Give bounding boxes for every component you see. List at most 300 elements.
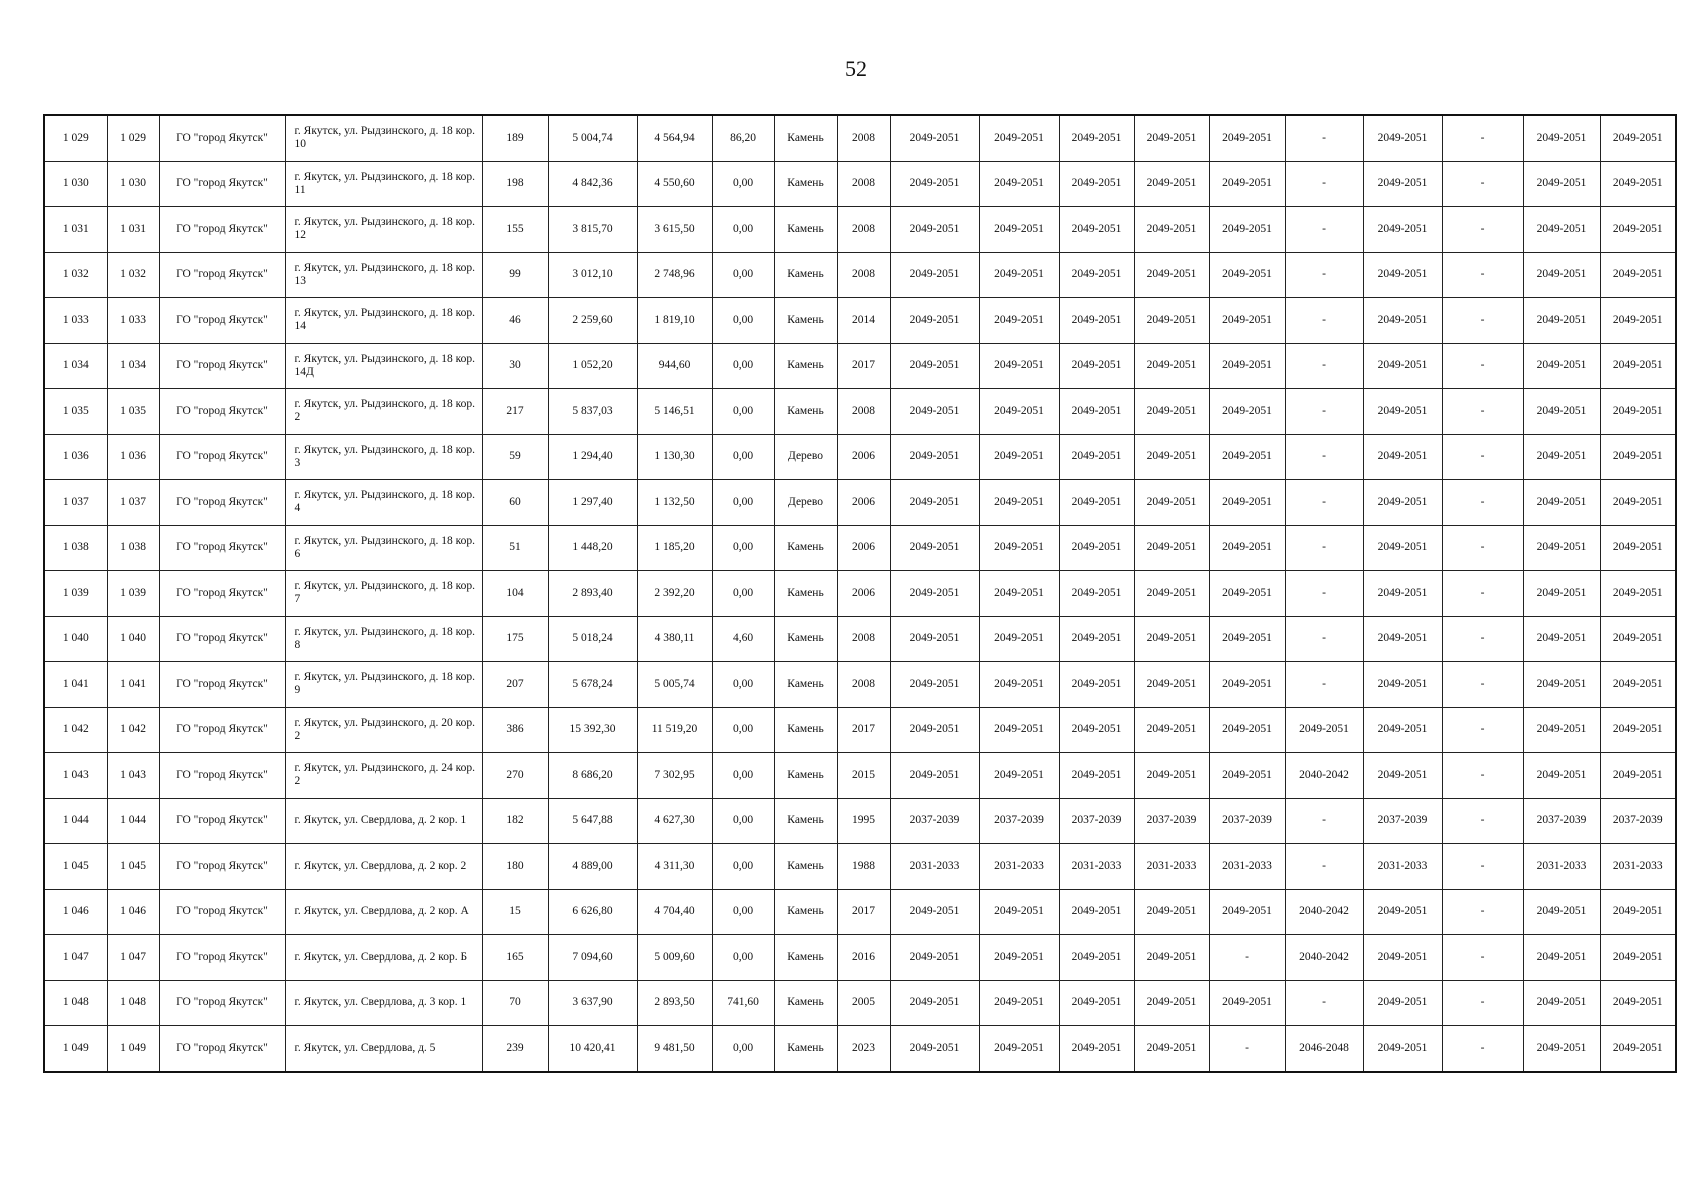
table-cell: 2017	[837, 343, 890, 389]
table-cell: -	[1442, 252, 1523, 298]
table-cell: 2049-2051	[1363, 753, 1442, 799]
address-cell: г. Якутск, ул. Рыдзинского, д. 18 кор. 13	[285, 252, 482, 298]
table-cell: 5 678,24	[548, 662, 637, 708]
address-cell: г. Якутск, ул. Рыдзинского, д. 18 кор. 3	[285, 434, 482, 480]
table-cell: 1 031	[107, 207, 159, 253]
table-cell: 2049-2051	[1363, 434, 1442, 480]
table-cell: 2049-2051	[1600, 980, 1676, 1026]
table-cell: 4 311,30	[637, 844, 712, 890]
table-cell: 1 037	[44, 480, 107, 526]
table-cell: 60	[482, 480, 548, 526]
table-cell: 1 032	[44, 252, 107, 298]
address-cell: г. Якутск, ул. Рыдзинского, д. 18 кор. 2	[285, 389, 482, 435]
table-cell: 2049-2051	[1134, 389, 1209, 435]
table-cell: ГО "город Якутск"	[159, 252, 285, 298]
table-cell: 2049-2051	[1363, 889, 1442, 935]
table-cell: -	[1442, 798, 1523, 844]
table-cell: 180	[482, 844, 548, 890]
table-cell: 2049-2051	[1363, 480, 1442, 526]
table-row	[44, 662, 1676, 708]
table-cell: 2049-2051	[1600, 753, 1676, 799]
table-cell: 0,00	[712, 252, 774, 298]
table-cell: 2049-2051	[1134, 935, 1209, 981]
table-cell: 1 819,10	[637, 298, 712, 344]
table-cell: 1 044	[44, 798, 107, 844]
table-cell: 1 185,20	[637, 525, 712, 571]
table-cell: 1 046	[44, 889, 107, 935]
table-cell: 51	[482, 525, 548, 571]
table-cell: 2049-2051	[979, 753, 1059, 799]
table-cell: 2049-2051	[1523, 389, 1600, 435]
table-cell: 2049-2051	[1134, 889, 1209, 935]
table-cell: 86,20	[712, 115, 774, 161]
address-cell: г. Якутск, ул. Рыдзинского, д. 18 кор. 6	[285, 525, 482, 571]
table-cell: 5 837,03	[548, 389, 637, 435]
table-cell: 5 005,74	[637, 662, 712, 708]
table-cell: 2049-2051	[1600, 252, 1676, 298]
table-cell: 0,00	[712, 889, 774, 935]
table-cell: 0,00	[712, 343, 774, 389]
table-cell: 1 049	[44, 1026, 107, 1072]
table-cell: 1 034	[107, 343, 159, 389]
table-row	[44, 1026, 1676, 1072]
table-cell: 2049-2051	[890, 980, 979, 1026]
table-cell: 0,00	[712, 298, 774, 344]
table-cell: 1 036	[107, 434, 159, 480]
table-cell: 8 686,20	[548, 753, 637, 799]
table-cell: 2049-2051	[1600, 935, 1676, 981]
table-cell: 2049-2051	[1600, 707, 1676, 753]
table-cell: 2040-2042	[1285, 889, 1363, 935]
table-cell: 2049-2051	[890, 935, 979, 981]
table-cell: Камень	[774, 161, 837, 207]
table-cell: 4 627,30	[637, 798, 712, 844]
table-cell: 1 041	[44, 662, 107, 708]
address-cell: г. Якутск, ул. Рыдзинского, д. 18 кор. 9	[285, 662, 482, 708]
table-cell: 59	[482, 434, 548, 480]
table-cell: 386	[482, 707, 548, 753]
table-cell: 2049-2051	[1600, 889, 1676, 935]
table-cell: Камень	[774, 798, 837, 844]
address-cell: г. Якутск, ул. Рыдзинского, д. 18 кор. 14	[285, 298, 482, 344]
table-cell: ГО "город Якутск"	[159, 935, 285, 981]
table-cell: 30	[482, 343, 548, 389]
table-cell: -	[1285, 798, 1363, 844]
table-cell: 2008	[837, 161, 890, 207]
table-cell: ГО "город Якутск"	[159, 753, 285, 799]
table-cell: Камень	[774, 935, 837, 981]
table-cell: 1 048	[107, 980, 159, 1026]
table-cell: 2 748,96	[637, 252, 712, 298]
table-cell: 2049-2051	[1363, 252, 1442, 298]
table-cell: 2049-2051	[1059, 753, 1134, 799]
table-cell: 2017	[837, 707, 890, 753]
table-cell: 2049-2051	[1059, 980, 1134, 1026]
table-cell: 2049-2051	[890, 571, 979, 617]
table-cell: -	[1285, 480, 1363, 526]
table-cell: 1 035	[107, 389, 159, 435]
table-cell: Камень	[774, 753, 837, 799]
table-cell: 2037-2039	[1523, 798, 1600, 844]
table-cell: 1 048	[44, 980, 107, 1026]
table-cell: 0,00	[712, 662, 774, 708]
table-cell: 2049-2051	[1059, 389, 1134, 435]
address-cell: г. Якутск, ул. Рыдзинского, д. 24 кор. 2	[285, 753, 482, 799]
table-cell: 1988	[837, 844, 890, 890]
table-cell: -	[1442, 298, 1523, 344]
table-cell: 104	[482, 571, 548, 617]
table-cell: 2049-2051	[1363, 662, 1442, 708]
table-cell: 99	[482, 252, 548, 298]
table-cell: 1 043	[44, 753, 107, 799]
table-cell: 2049-2051	[1600, 571, 1676, 617]
table-cell: 2049-2051	[1059, 662, 1134, 708]
table-cell: Дерево	[774, 434, 837, 480]
table-cell: 2049-2051	[1600, 207, 1676, 253]
table-cell: 2031-2033	[1209, 844, 1285, 890]
address-cell: г. Якутск, ул. Свердлова, д. 2 кор. А	[285, 889, 482, 935]
table-row	[44, 207, 1676, 253]
housing-register-table	[43, 114, 1677, 1073]
table-cell: 2049-2051	[1363, 935, 1442, 981]
table-cell: 2049-2051	[1134, 161, 1209, 207]
table-cell: 15 392,30	[548, 707, 637, 753]
table-cell: 1 046	[107, 889, 159, 935]
table-cell: 2049-2051	[1059, 525, 1134, 571]
table-cell: 2049-2051	[890, 480, 979, 526]
table-cell: 2049-2051	[890, 525, 979, 571]
table-cell: 2049-2051	[1600, 389, 1676, 435]
table-cell: 2049-2051	[1209, 753, 1285, 799]
table-cell: 0,00	[712, 161, 774, 207]
table-cell: 2006	[837, 571, 890, 617]
table-cell: 4 842,36	[548, 161, 637, 207]
table-cell: 217	[482, 389, 548, 435]
table-cell: 2049-2051	[1523, 161, 1600, 207]
table-cell: 1 043	[107, 753, 159, 799]
table-cell: 2049-2051	[890, 753, 979, 799]
table-cell: 155	[482, 207, 548, 253]
table-cell: 2049-2051	[890, 707, 979, 753]
table-cell: 1 030	[44, 161, 107, 207]
table-cell: 2049-2051	[1600, 525, 1676, 571]
table-cell: 2049-2051	[979, 480, 1059, 526]
table-cell: 2049-2051	[1600, 616, 1676, 662]
table-cell: 2049-2051	[979, 207, 1059, 253]
table-row	[44, 525, 1676, 571]
table-row	[44, 161, 1676, 207]
table-cell: 3 637,90	[548, 980, 637, 1026]
table-cell: 2049-2051	[1209, 207, 1285, 253]
table-cell: 2049-2051	[1523, 525, 1600, 571]
table-cell: 2049-2051	[1600, 298, 1676, 344]
table-cell: ГО "город Якутск"	[159, 662, 285, 708]
table-cell: ГО "город Якутск"	[159, 707, 285, 753]
table-body	[44, 115, 1676, 1072]
table-cell: 2049-2051	[1059, 252, 1134, 298]
table-cell: 2049-2051	[890, 616, 979, 662]
table-cell: 2049-2051	[1059, 707, 1134, 753]
table-cell: 2008	[837, 616, 890, 662]
table-cell: 2049-2051	[890, 207, 979, 253]
table-cell: 2049-2051	[890, 662, 979, 708]
table-cell: 2049-2051	[1134, 980, 1209, 1026]
table-cell: 0,00	[712, 525, 774, 571]
table-cell: 0,00	[712, 753, 774, 799]
table-cell: 11 519,20	[637, 707, 712, 753]
table-cell: -	[1285, 298, 1363, 344]
table-cell: -	[1442, 889, 1523, 935]
table-cell: Камень	[774, 298, 837, 344]
table-cell: 0,00	[712, 707, 774, 753]
table-cell: 2049-2051	[1134, 707, 1209, 753]
table-cell: ГО "город Якутск"	[159, 525, 285, 571]
table-cell: 46	[482, 298, 548, 344]
table-cell: Камень	[774, 252, 837, 298]
table-cell: ГО "город Якутск"	[159, 389, 285, 435]
table-cell: 1 039	[107, 571, 159, 617]
table-cell: 2049-2051	[1363, 115, 1442, 161]
table-cell: 1 029	[44, 115, 107, 161]
table-cell: 2049-2051	[1134, 525, 1209, 571]
table-cell: -	[1285, 207, 1363, 253]
table-cell: -	[1442, 480, 1523, 526]
table-cell: -	[1285, 434, 1363, 480]
table-cell: 2049-2051	[979, 707, 1059, 753]
table-cell: 1 297,40	[548, 480, 637, 526]
table-cell: 2037-2039	[1363, 798, 1442, 844]
table-cell: 2049-2051	[1209, 889, 1285, 935]
table-cell: -	[1285, 980, 1363, 1026]
table-cell: 2049-2051	[1134, 343, 1209, 389]
table-cell: 1 036	[44, 434, 107, 480]
table-cell: Камень	[774, 571, 837, 617]
table-row	[44, 980, 1676, 1026]
address-cell: г. Якутск, ул. Рыдзинского, д. 18 кор. 14Д	[285, 343, 482, 389]
table-cell: 2037-2039	[1059, 798, 1134, 844]
table-row	[44, 798, 1676, 844]
page-number: 52	[845, 56, 867, 81]
address-cell: г. Якутск, ул. Рыдзинского, д. 18 кор. 7	[285, 571, 482, 617]
table-cell: 2049-2051	[1363, 571, 1442, 617]
table-cell: -	[1442, 525, 1523, 571]
table-cell: 2005	[837, 980, 890, 1026]
address-cell: г. Якутск, ул. Свердлова, д. 2 кор. 1	[285, 798, 482, 844]
table-cell: 2049-2051	[1134, 434, 1209, 480]
table-cell: 2017	[837, 889, 890, 935]
table-cell: 2049-2051	[1600, 434, 1676, 480]
table-cell: 2049-2051	[1134, 207, 1209, 253]
table-cell: 1 030	[107, 161, 159, 207]
table-cell: 4 564,94	[637, 115, 712, 161]
table-cell: ГО "город Якутск"	[159, 798, 285, 844]
table-cell: 1 045	[44, 844, 107, 890]
table-cell: 2049-2051	[1523, 707, 1600, 753]
table-cell: 2049-2051	[1134, 115, 1209, 161]
table-cell: 2049-2051	[890, 343, 979, 389]
table-cell: -	[1442, 161, 1523, 207]
table-cell: 175	[482, 616, 548, 662]
table-cell: 2049-2051	[1209, 298, 1285, 344]
table-row	[44, 889, 1676, 935]
table-cell: ГО "город Якутск"	[159, 343, 285, 389]
table-cell: -	[1285, 571, 1363, 617]
table-cell: 2031-2033	[1134, 844, 1209, 890]
table-cell: -	[1285, 525, 1363, 571]
table-cell: -	[1442, 753, 1523, 799]
table-cell: 2037-2039	[1600, 798, 1676, 844]
table-cell: 2049-2051	[1600, 480, 1676, 526]
table-cell: 0,00	[712, 207, 774, 253]
table-cell: -	[1209, 1026, 1285, 1072]
table-cell: 2008	[837, 115, 890, 161]
table-cell: -	[1285, 662, 1363, 708]
table-cell: -	[1285, 616, 1363, 662]
table-cell: 4 550,60	[637, 161, 712, 207]
table-cell: -	[1442, 207, 1523, 253]
table-cell: 2049-2051	[1285, 707, 1363, 753]
table-cell: 2031-2033	[979, 844, 1059, 890]
table-cell: 2049-2051	[1209, 161, 1285, 207]
address-cell: г. Якутск, ул. Рыдзинского, д. 18 кор. 4	[285, 480, 482, 526]
table-cell: 7 094,60	[548, 935, 637, 981]
table-cell: 2049-2051	[1134, 252, 1209, 298]
table-row	[44, 935, 1676, 981]
table-cell: 2049-2051	[1059, 161, 1134, 207]
table-cell: 2049-2051	[890, 889, 979, 935]
table-cell: 0,00	[712, 798, 774, 844]
address-cell: г. Якутск, ул. Рыдзинского, д. 18 кор. 10	[285, 115, 482, 161]
table-cell: 2049-2051	[979, 343, 1059, 389]
table-cell: Камень	[774, 980, 837, 1026]
table-cell: ГО "город Якутск"	[159, 980, 285, 1026]
table-row	[44, 480, 1676, 526]
table-cell: ГО "город Якутск"	[159, 434, 285, 480]
table-cell: 2049-2051	[979, 115, 1059, 161]
table-cell: 2006	[837, 480, 890, 526]
table-cell: 2008	[837, 252, 890, 298]
table-cell: 2037-2039	[890, 798, 979, 844]
table-cell: Камень	[774, 662, 837, 708]
table-cell: 741,60	[712, 980, 774, 1026]
table-cell: 0,00	[712, 571, 774, 617]
table-cell: 1 049	[107, 1026, 159, 1072]
table-cell: Камень	[774, 389, 837, 435]
table-cell: 2008	[837, 207, 890, 253]
table-cell: 2049-2051	[1363, 389, 1442, 435]
table-cell: 2049-2051	[1523, 434, 1600, 480]
table-cell: 2049-2051	[1600, 1026, 1676, 1072]
table-cell: 2049-2051	[1363, 298, 1442, 344]
table-cell: 239	[482, 1026, 548, 1072]
table-cell: -	[1209, 935, 1285, 981]
table-cell: 1 047	[107, 935, 159, 981]
table-cell: 1 448,20	[548, 525, 637, 571]
table-cell: 5 146,51	[637, 389, 712, 435]
table-cell: 2049-2051	[979, 1026, 1059, 1072]
table-cell: 2049-2051	[1523, 207, 1600, 253]
table-cell: 2049-2051	[890, 434, 979, 480]
table-cell: 1 038	[44, 525, 107, 571]
table-cell: 2049-2051	[1363, 161, 1442, 207]
table-cell: 2049-2051	[1209, 980, 1285, 1026]
table-cell: ГО "город Якутск"	[159, 889, 285, 935]
table-cell: 1 042	[44, 707, 107, 753]
table-cell: 0,00	[712, 389, 774, 435]
table-cell: 2040-2042	[1285, 935, 1363, 981]
table-cell: 1 033	[107, 298, 159, 344]
table-cell: 2049-2051	[1523, 889, 1600, 935]
table-cell: 2049-2051	[890, 161, 979, 207]
address-cell: г. Якутск, ул. Свердлова, д. 3 кор. 1	[285, 980, 482, 1026]
table-cell: 2049-2051	[1134, 753, 1209, 799]
table-cell: ГО "город Якутск"	[159, 571, 285, 617]
table-cell: Камень	[774, 115, 837, 161]
address-cell: г. Якутск, ул. Рыдзинского, д. 18 кор. 12	[285, 207, 482, 253]
table-cell: 1 039	[44, 571, 107, 617]
table-cell: 4 704,40	[637, 889, 712, 935]
table-cell: 2016	[837, 935, 890, 981]
table-cell: Камень	[774, 707, 837, 753]
table-cell: 2049-2051	[1059, 207, 1134, 253]
table-cell: 2046-2048	[1285, 1026, 1363, 1072]
table-cell: 2 392,20	[637, 571, 712, 617]
table-cell: 2049-2051	[979, 525, 1059, 571]
table-cell: 2049-2051	[1059, 298, 1134, 344]
table-cell: 2049-2051	[890, 1026, 979, 1072]
table-cell: 2049-2051	[1134, 1026, 1209, 1072]
table-cell: ГО "город Якутск"	[159, 616, 285, 662]
table-cell: 189	[482, 115, 548, 161]
table-cell: -	[1285, 161, 1363, 207]
table-cell: Камень	[774, 616, 837, 662]
table-cell: 1 032	[107, 252, 159, 298]
table-cell: 0,00	[712, 1026, 774, 1072]
table-cell: 2049-2051	[979, 298, 1059, 344]
table-cell: 1 047	[44, 935, 107, 981]
table-cell: 1 038	[107, 525, 159, 571]
table-cell: -	[1442, 707, 1523, 753]
table-cell: 2008	[837, 389, 890, 435]
table-cell: 2049-2051	[1059, 571, 1134, 617]
table-cell: 1 035	[44, 389, 107, 435]
table-cell: 5 647,88	[548, 798, 637, 844]
address-cell: г. Якутск, ул. Свердлова, д. 2 кор. Б	[285, 935, 482, 981]
table-cell: 2049-2051	[979, 571, 1059, 617]
table-cell: -	[1285, 844, 1363, 890]
table-cell: 2049-2051	[890, 252, 979, 298]
table-cell: 182	[482, 798, 548, 844]
table-cell: -	[1285, 252, 1363, 298]
table-cell: 2049-2051	[1059, 480, 1134, 526]
table-cell: 2049-2051	[1209, 571, 1285, 617]
table-row	[44, 298, 1676, 344]
table-cell: 2049-2051	[1523, 115, 1600, 161]
address-cell: г. Якутск, ул. Рыдзинского, д. 20 кор. 2	[285, 707, 482, 753]
table-cell: 4 889,00	[548, 844, 637, 890]
table-cell: 2037-2039	[979, 798, 1059, 844]
table-cell: -	[1442, 662, 1523, 708]
table-cell: 3 815,70	[548, 207, 637, 253]
table-cell: 2049-2051	[1059, 889, 1134, 935]
table-cell: 1 044	[107, 798, 159, 844]
table-cell: 2015	[837, 753, 890, 799]
table-cell: 2006	[837, 434, 890, 480]
table-cell: 2049-2051	[1209, 389, 1285, 435]
table-row	[44, 343, 1676, 389]
table-cell: -	[1442, 434, 1523, 480]
table-cell: -	[1442, 980, 1523, 1026]
